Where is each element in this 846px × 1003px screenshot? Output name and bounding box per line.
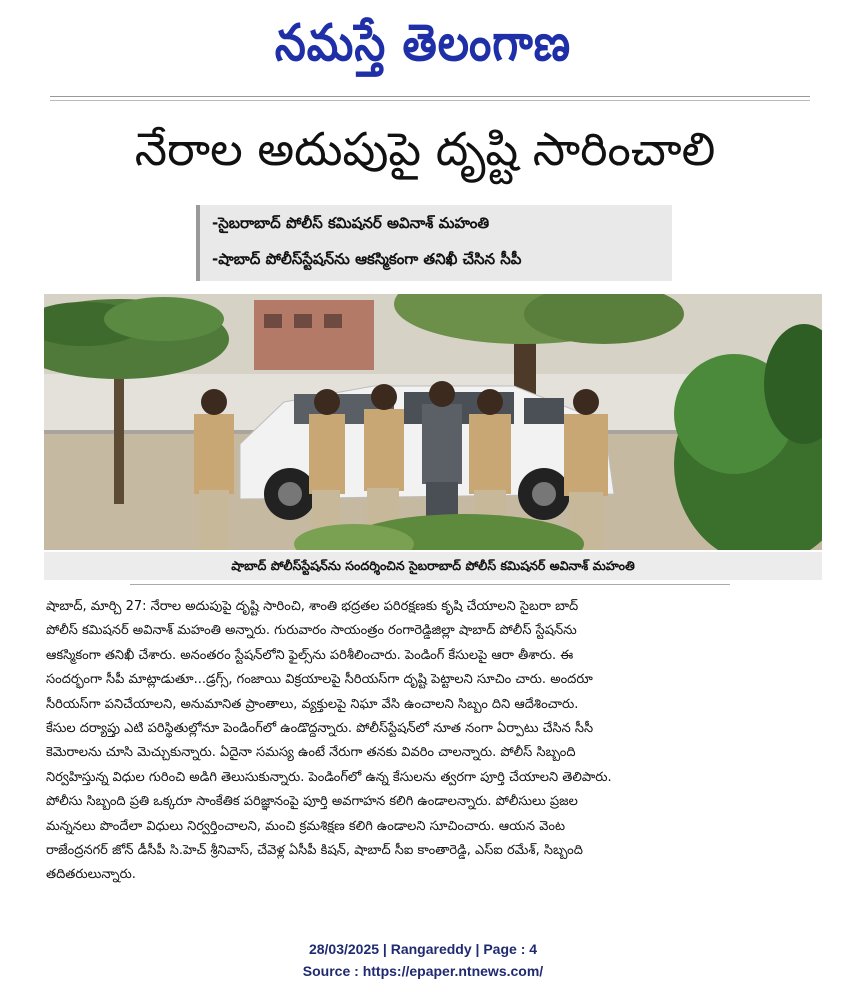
article-line: నిర్వహిస్తున్న విధుల గురించి అడిగి తెలుసుకున్నారు. పెండింగ్‌లో ఉన్న కేసులను త్వరగా పూర్తి చేయాలని తెలిపారు. <box>46 769 612 785</box>
article-line: సందర్భంగా సీపీ మాట్లాడుతూ...డ్రగ్స్, గంజాయి విక్రయాలపై సీరియస్‌గా దృష్టి పెట్టాలని సూచిం చారు. అందరూ <box>46 672 593 688</box>
article-line: షాబాద్, మార్చి 27: నేరాల అదుపుపై దృష్టి సారించి, శాంతి భద్రతల పరిరక్షణకు కృషి చేయాలని సైబరా బాద్ <box>46 599 579 614</box>
article-line: పోలీస్ కమిషనర్ అవినాశ్ మహంతి అన్నారు. గురువారం సాయంత్రం రంగారెడ్డిజిల్లా షాబాద్ పోలీస్ స్టేషన్‌ను <box>46 623 577 639</box>
subheadline: -సైబరాబాద్ పోలీస్ కమిషనర్ అవినాశ్ మహంతి <box>212 214 490 232</box>
article-line: మన్ననలు పొందేలా విధులు నిర్వర్తించాలని, మంచి క్రమశిక్షణ కలిగి ఉండాలని సూచించారు. ఆయన వెంట <box>46 818 566 834</box>
article-line: ఆకస్మికంగా తనిఖీ చేశారు. అనంతరం స్టేషన్‌లోని ఫైల్స్‌ను పరిశీలించారు. పెండింగ్ కేసులపై ఆరా తీశారు. ఈ <box>46 647 574 663</box>
photo-caption: షాబాద్ పోలీస్‌స్టేషన్‌ను సందర్శించిన సైబరాబాద్ పోలీస్ కమిషనర్ అవినాశ్ మహంతి <box>44 552 822 580</box>
footer-date-line: 28/03/2025 | Rangareddy | Page : 4 <box>308 941 538 957</box>
divider <box>50 100 810 101</box>
divider <box>130 584 730 585</box>
subheadline: -షాబాద్ పోలీస్‌స్టేషన్‌ను ఆకస్మికంగా తనిఖీ చేసిన సీపీ <box>212 250 522 268</box>
article-line: కెమెరాలను చూసి మెచ్చుకున్నారు. ఏదైనా సమస్య ఉంటే నేరుగా తనకు వివరిం చాలన్నారు. పోలీస్ సిబ్బంది <box>46 745 576 761</box>
article-body <box>46 595 822 925</box>
article-line: రాజేంద్రనగర్ జోన్ డీసీపీ సి.హెచ్ శ్రీనివాస్, చేవెళ్ల ఏసీపీ కిషన్, షాబాద్ సీఐ కాంతారెడ్డి, ఎస్ఐ రమేశ్, సిబ్బంది <box>46 843 583 859</box>
footer-source-line: Source : https://epaper.ntnews.com/ <box>302 963 544 979</box>
newspaper-logo: నమస్తే తెలంగాణ <box>274 14 572 73</box>
headline: నేరాల అదుపుపై దృష్టి సారించాలి <box>134 122 716 176</box>
subheadline-box <box>196 205 672 281</box>
footer <box>0 938 846 982</box>
masthead <box>0 4 846 92</box>
article-line: సీరియస్‌గా పనిచేయాలని, అనుమానిత ప్రాంతాలు, వ్యక్తులపై నిఘా వేసి ఉంచాలని సిబ్బం దిని ఆదేశించారు. <box>46 696 579 712</box>
divider <box>50 96 810 97</box>
article-line: పోలీసు సిబ్బంది ప్రతి ఒక్కరూ సాంకేతిక పరిజ్ఞానంపై పూర్తి అవగాహన కలిగి ఉండాలన్నారు. పోలీసులు ప్రజల <box>46 794 578 810</box>
article-line: తదితరులున్నారు. <box>46 867 136 883</box>
article-line: కేసుల దర్యాప్తు ఎటి పరిస్థితుల్లోనూ పెండింగ్‌లో ఉండొద్దన్నారు. పోలీస్‌స్టేషన్‌లో నూత నంగా ఏర్పాటు చేసిన సీసీ <box>46 721 594 737</box>
news-photo <box>44 294 822 550</box>
